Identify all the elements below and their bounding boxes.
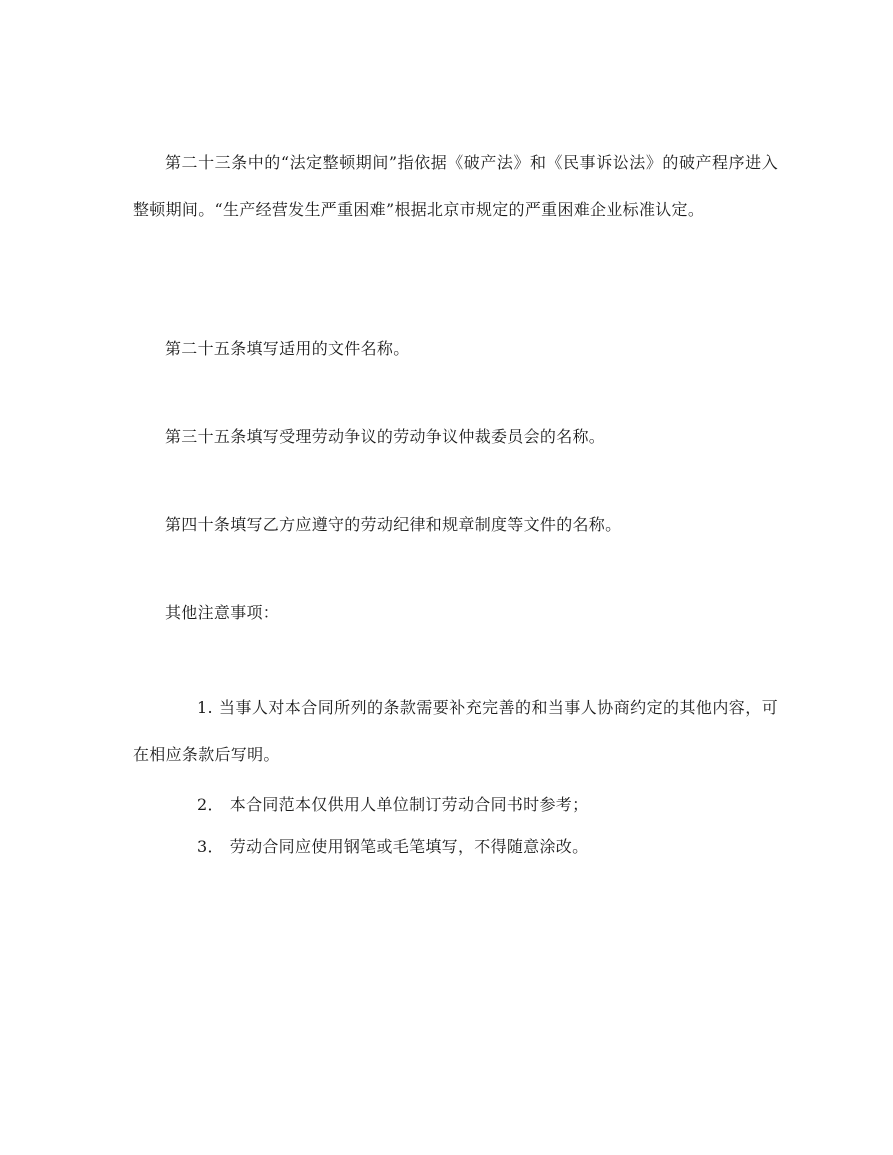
paragraph-other-notes-heading: 其他注意事项：: [165, 603, 280, 622]
note-item-2-text: 本合同范本仅供用人单位制订劳动合同书时参考；: [229, 795, 589, 814]
note-item-1-number: 1.: [197, 698, 213, 717]
note-item-2: [133, 781, 778, 828]
paragraph-article-35: 第三十五条填写受理劳动争议的劳动争议仲裁委员会的名称。: [165, 427, 606, 446]
paragraph-article-23: 第二十三条中的“法定整顿期间”指依据《破产法》和《民事诉讼法》的破产程序进入整顿期间。“生产经营发生严重困难”根据北京市规定的严重困难企业标准认定。: [133, 153, 778, 219]
note-item-2-number: 2．: [197, 795, 224, 814]
note-item-3-text: 劳动合同应使用钢笔或毛笔填写，不得随意涂改。: [229, 837, 589, 856]
note-item-1: [133, 684, 778, 778]
note-item-1-text: 当事人对本合同所列的条款需要补充完善的和当事人协商约定的其他内容，可在相应条款后写明。: [133, 698, 778, 764]
note-item-3: [133, 823, 778, 870]
paragraph-article-25: 第二十五条填写适用的文件名称。: [165, 339, 410, 358]
paragraph-article-40: 第四十条填写乙方应遵守的劳动纪律和规章制度等文件的名称。: [165, 515, 622, 534]
note-item-3-number: 3．: [197, 837, 224, 856]
